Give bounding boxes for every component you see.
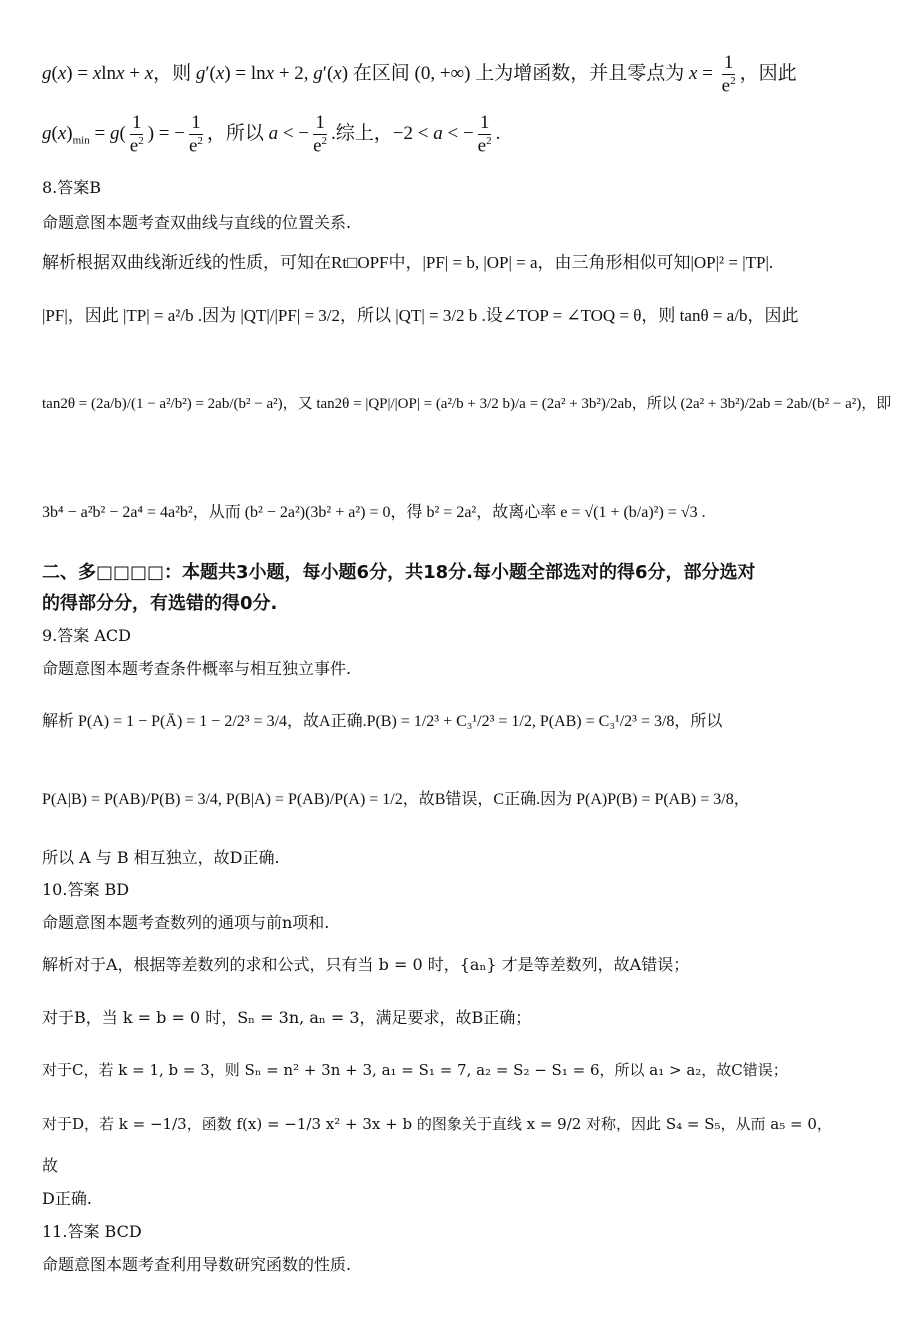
answer-10: 10.答案 BD: [42, 880, 130, 899]
solution-9-line-1: [42, 712, 870, 732]
solution-line-6: [42, 503, 870, 523]
solution-10-d-cont: 故: [42, 1156, 59, 1175]
answer-9: 9.答案 ACD: [42, 626, 131, 645]
solution-line-3: [42, 252, 870, 273]
solution-10-d: 对于D，若 k = −1/3，函数 f(x) = −1/3 x² + 3x + b 的图象关于直线 x = 9/2 对称，因此 S₄ = S₅，从而 a₅ = 0，: [42, 1115, 832, 1133]
answer-8: 8.答案B: [42, 178, 102, 197]
line-text: 解析 P(A) = 1 − P(Ā) = 1 − 2/2³ = 3/4，故A正确.P(B) = 1/2³ + C₃¹/2³ = 1/2, P(AB) = C₃¹/2³ = 3/8，所以: [42, 713, 723, 730]
solution-10-c: 对于C，若 k = 1, b = 3，则 Sₙ = n² + 3n + 3, a₁ = S₁ = 7, a₂ = S₂ − S₁ = 6，所以 a₁ > a₂，故C错误；: [42, 1061, 788, 1079]
solution-line-5: [42, 395, 892, 414]
intent-10: 命题意图本题考查数列的通项与前n项和.: [42, 913, 330, 932]
section-header-line-1: 二、多□□□□：本题共3小题，每小题6分，共18分.每小题全部选对的得6分，部分选对: [42, 562, 756, 583]
line-text: tan2θ = (2a/b)/(1 − a²/b²) = 2ab/(b² − a²)，又 tan2θ = |QP|/|OP| = (a²/b + 3/2 b)/a = (2a² + 3b²)/2ab，所以 (2a² + 3b²)/2ab = 2ab/(b² − a²)，即: [42, 396, 892, 412]
intent-8: 命题意图本题考查双曲线与直线的位置关系.: [42, 213, 352, 232]
solution-10-b: 对于B，当 k = b = 0 时，Sₙ = 3n, aₙ = 3，满足要求，故B正确；: [42, 1008, 532, 1027]
answer-11: 11.答案 BCD: [42, 1222, 142, 1241]
solution-line-4: [42, 305, 870, 326]
intent-9: 命题意图本题考查条件概率与相互独立事件.: [42, 659, 352, 678]
line-text: |PF|，因此 |TP| = a²/b .因为 |QT|/|PF| = 3/2，所以 |QT| = 3/2 b .设∠TOP = ∠TOQ = θ，则 tanθ = a/b，因此: [42, 306, 799, 325]
solution-line-1: g(x) = xlnx + x，则 g′(x) = lnx + 2, g′(x) 在区间 (0, +∞) 上为增函数，并且零点为 x = $\frac{1}{e^2}$ ，因此: [42, 52, 797, 97]
section-header-line-2: 的得部分分，有选错的得0分.: [42, 593, 278, 614]
solution-9-line-2: [42, 790, 870, 810]
solution-9-line-3: 所以 A 与 B 相互独立，故D正确.: [42, 848, 280, 867]
solution-10-d-end: D正确.: [42, 1189, 92, 1208]
solution-10-a: 解析对于A，根据等差数列的求和公式，只有当 b = 0 时，{aₙ} 才是等差数列，故A错误；: [42, 955, 690, 974]
intent-11: 命题意图本题考查利用导数研究函数的性质.: [42, 1255, 352, 1274]
line-text: P(A|B) = P(AB)/P(B) = 3/4, P(B|A) = P(AB)/P(A) = 1/2，故B错误，C正确.因为 P(A)P(B) = P(AB) = 3/8，: [42, 791, 750, 808]
line-text: 解析根据双曲线渐近线的性质，可知在Rt□OPF中，|PF| = b, |OP| = a，由三角形相似可知|OP|² = |TP|.: [42, 253, 774, 272]
line-text: 3b⁴ − a²b² − 2a⁴ = 4a²b²，从而 (b² − 2a²)(3b² + a²) = 0，得 b² = 2a²，故离心率 e = √(1 + (b/a)²) = √3 .: [42, 504, 706, 521]
solution-line-2: $g(x)_{min} = g$( $\frac{1}{e^2}$ ) = − $\frac{1}{e^2}$ ，所以 a < − $\frac{1}{e^2}$ .综上，−2 < a < − $\frac{1}{e^2}$ .: [42, 112, 501, 157]
